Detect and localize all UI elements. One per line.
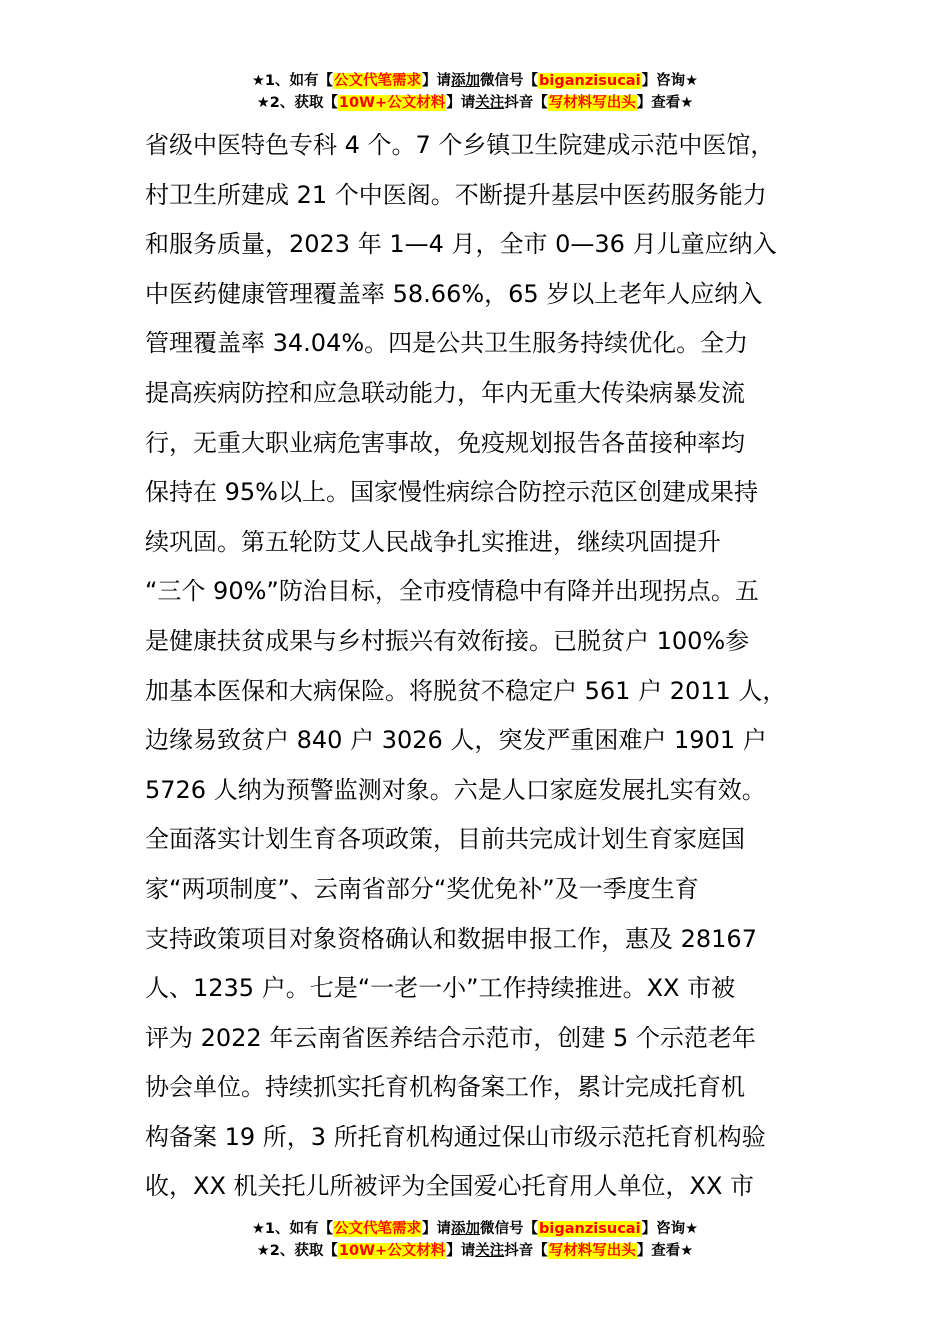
body-line: 协会单位。持续抓实托育机构备案工作，累计完成托育机: [145, 1073, 745, 1102]
body-line: 和服务质量，2023 年 1—4 月，全市 0—36 月儿童应纳入: [145, 230, 777, 259]
body-line: 收，XX 机关托儿所被评为全国爱心托育用人单位，XX 市: [145, 1172, 755, 1201]
highlight-douyin-id: 写材料写出头: [548, 1243, 636, 1259]
body-line: 加基本医保和大病保险。将脱贫不稳定户 561 户 2011 人，: [145, 676, 787, 705]
body-line: 续巩固。第五轮防艾人民战争扎实推进，继续巩固提升: [145, 527, 721, 556]
highlight-materials: 10W+公文材料: [338, 95, 446, 111]
body-line: 全面落实计划生育各项政策，目前共完成计划生育家庭国: [145, 825, 745, 854]
header-banner: [0, 70, 950, 114]
highlight-douyin-id: 写材料写出头: [548, 95, 636, 111]
highlight-service: 公文代笔需求: [334, 73, 422, 89]
body-line: 保持在 95%以上。国家慢性病综合防控示范区创建成果持: [145, 478, 758, 507]
body-line: 村卫生所建成 21 个中医阁。不断提升基层中医药服务能力: [145, 180, 767, 209]
document-body: [145, 121, 835, 1212]
highlight-wechat-id: biganzisucai: [539, 73, 641, 89]
footer-banner-line-2: ★2、获取【10W+公文材料】请关注抖音【写材料写出头】查看★: [256, 1243, 694, 1259]
highlight-materials: 10W+公文材料: [338, 1243, 446, 1259]
highlight-service: 公文代笔需求: [334, 1221, 422, 1237]
highlight-wechat-id: biganzisucai: [539, 1221, 641, 1237]
body-line: 边缘易致贫户 840 户 3026 人，突发严重困难户 1901 户: [145, 726, 767, 755]
body-line: 人、1235 户。七是“一老一小”工作持续推进。XX 市被: [145, 974, 736, 1003]
body-line: “三个 90%”防治目标，全市疫情稳中有降并出现拐点。五: [145, 577, 759, 606]
body-line: 支持政策项目对象资格确认和数据申报工作，惠及 28167: [145, 924, 757, 953]
body-line: 管理覆盖率 34.04%。四是公共卫生服务持续优化。全力: [145, 329, 749, 358]
body-line: 中医药健康管理覆盖率 58.66%，65 岁以上老年人应纳入: [145, 279, 763, 308]
footer-banner: [0, 1218, 950, 1262]
body-line: 省级中医特色专科 4 个。7 个乡镇卫生院建成示范中医馆，: [145, 131, 775, 159]
header-banner-line-1: ★1、如有【公文代笔需求】请添加微信号【biganzisucai】咨询★: [251, 73, 699, 89]
body-line: 行，无重大职业病危害事故，免疫规划报告各苗接种率均: [145, 428, 745, 457]
body-line: 提高疾病防控和应急联动能力，年内无重大传染病暴发流: [145, 378, 745, 407]
body-line: 家“两项制度”、云南省部分“奖优免补”及一季度生育: [145, 874, 699, 903]
body-line: 评为 2022 年云南省医养结合示范市，创建 5 个示范老年: [145, 1023, 756, 1052]
header-banner-line-2: ★2、获取【10W+公文材料】请关注抖音【写材料写出头】查看★: [256, 95, 694, 111]
footer-banner-line-1: ★1、如有【公文代笔需求】请添加微信号【biganzisucai】咨询★: [251, 1221, 699, 1237]
body-line: 构备案 19 所，3 所托育机构通过保山市级示范托育机构验: [145, 1122, 766, 1151]
body-line: 5726 人纳为预警监测对象。六是人口家庭发展扎实有效。: [145, 775, 766, 804]
body-line: 是健康扶贫成果与乡村振兴有效衔接。已脱贫户 100%参: [145, 626, 750, 655]
